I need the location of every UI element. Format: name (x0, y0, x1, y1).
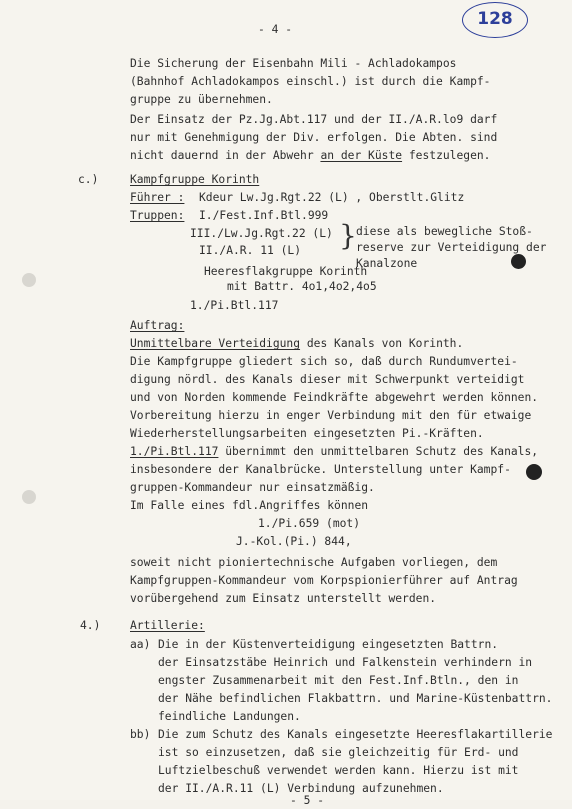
auftrag-heading-line (130, 336, 463, 352)
auftrag-line: digung nördl. des Kanals dieser mit Schwerpunkt verteidigt (130, 373, 525, 386)
stamp-number: 128 (477, 9, 513, 29)
auftrag-unit-line: J.-Kol.(Pi.) 844, (236, 535, 352, 548)
aa-line: feindliche Landungen. (158, 710, 301, 723)
intro-line-with-underline (130, 148, 490, 164)
next-page-number: - 5 - (290, 794, 325, 807)
brace-icon: } (339, 219, 357, 252)
page-number: - 4 - (258, 23, 293, 36)
truppen-first: I./Fest.Inf.Btl.999 (199, 209, 329, 222)
aa-line: der Einsatzstäbe Heinrich und Falkenstein verhindern in (158, 656, 533, 669)
fuehrer-label: Führer : (130, 191, 185, 204)
archive-page-stamp (462, 2, 528, 38)
reserve-note-line: diese als bewegliche Stoß- (356, 225, 533, 238)
flak-line: mit Battr. 4o1,4o2,4o5 (227, 280, 377, 293)
section-4-marker: 4.) (80, 619, 101, 632)
auftrag-line: insbesondere der Kanalbrücke. Unterstellung unter Kampf- (130, 463, 511, 476)
pioneer-line: 1./Pi.Btl.117 (190, 299, 279, 312)
aa-line: engster Zusammenarbeit mit den Fest.Inf.Btln., den in (158, 674, 519, 687)
auftrag-line: soweit nicht pioniertechnische Aufgaben vorliegen, dem (130, 556, 498, 569)
aa-line: der Nähe befindlichen Flakbattrn. und Marine-Küstenbattrn. (158, 692, 553, 705)
truppen-label: Truppen: (130, 209, 185, 222)
unit-line: II./A.R. 11 (L) (199, 244, 302, 257)
intro-line: Die Sicherung der Eisenbahn Mili - Achladokampos (130, 57, 457, 70)
bb-marker: bb) (130, 728, 151, 741)
ink-spot-upper (511, 254, 526, 269)
btl-line (130, 444, 538, 460)
intro-text-b: festzulegen. (402, 149, 491, 162)
auftrag-line: Die Kampfgruppe gliedert sich so, daß durch Rundumvertei- (130, 355, 518, 368)
reserve-note-line: reserve zur Verteidigung der (356, 241, 547, 254)
btl-rest: übernimmt den unmittelbaren Schutz des Kanals, (218, 445, 539, 458)
section-c-title: Kampfgruppe Korinth (130, 173, 260, 186)
auftrag-label: Auftrag: (130, 319, 185, 332)
punch-hole-lower (22, 490, 36, 504)
intro-underlined-phrase: an der Küste (320, 149, 403, 162)
section-4-title: Artillerie: (130, 619, 205, 632)
intro-line: (Bahnhof Achladokampos einschl.) ist durch die Kampf- (130, 75, 491, 88)
auftrag-line: Kampfgruppen-Kommandeur vom Korpspionierführer auf Antrag (130, 574, 518, 587)
unit-line: III./Lw.Jg.Rgt.22 (L) (190, 227, 333, 240)
intro-line: nur mit Genehmigung der Div. erfolgen. Die Abten. sind (130, 131, 498, 144)
bb-line: ist so einzusetzen, daß sie gleichzeitig für Erd- und (158, 746, 519, 759)
btl-label: 1./Pi.Btl.117 (130, 445, 219, 458)
flak-line: Heeresflakgruppe Korinth (204, 265, 368, 278)
fuehrer-text: Kdeur Lw.Jg.Rgt.22 (L) , Oberstlt.Glitz (199, 191, 465, 204)
bb-line: Die zum Schutz des Kanals eingesetzte Heeresflakartillerie (158, 728, 553, 741)
bb-line: Luftzielbeschuß verwendet werden kann. Hierzu ist mit (158, 764, 519, 777)
auftrag-line: Wiederherstellungsarbeiten eingesetzten Pi.-Kräften. (130, 427, 484, 440)
intro-text-a: nicht dauernd in der Abwehr (130, 149, 321, 162)
intro-line: gruppe zu übernehmen. (130, 93, 273, 106)
ink-spot-lower (526, 464, 542, 480)
punch-hole-upper (22, 273, 36, 287)
auftrag-line: gruppen-Kommandeur nur einsatzmäßig. (130, 481, 375, 494)
auftrag-line: vorübergehend zum Einsatz unterstellt werden. (130, 592, 437, 605)
auftrag-line: und von Norden kommende Feindkräfte abgewehrt werden können. (130, 391, 539, 404)
aa-line: Die in der Küstenverteidigung eingesetzten Battrn. (158, 638, 499, 651)
auftrag-line: Vorbereitung hierzu in enger Verbindung mit den für etwaige (130, 409, 532, 422)
section-c-marker: c.) (78, 173, 99, 186)
auftrag-unit-line: 1./Pi.659 (mot) (258, 517, 361, 530)
aa-marker: aa) (130, 638, 151, 651)
auftrag-heading: Unmittelbare Verteidigung (130, 337, 301, 350)
bb-line: der II./A.R.11 (L) Verbindung aufzunehmen. (158, 782, 444, 795)
auftrag-heading-rest: des Kanals von Korinth. (300, 337, 464, 350)
reserve-note-line: Kanalzone (356, 257, 418, 270)
intro-line: Der Einsatz der Pz.Jg.Abt.117 und der II./A.R.lo9 darf (130, 113, 498, 126)
auftrag-line: Im Falle eines fdl.Angriffes können (130, 499, 369, 512)
